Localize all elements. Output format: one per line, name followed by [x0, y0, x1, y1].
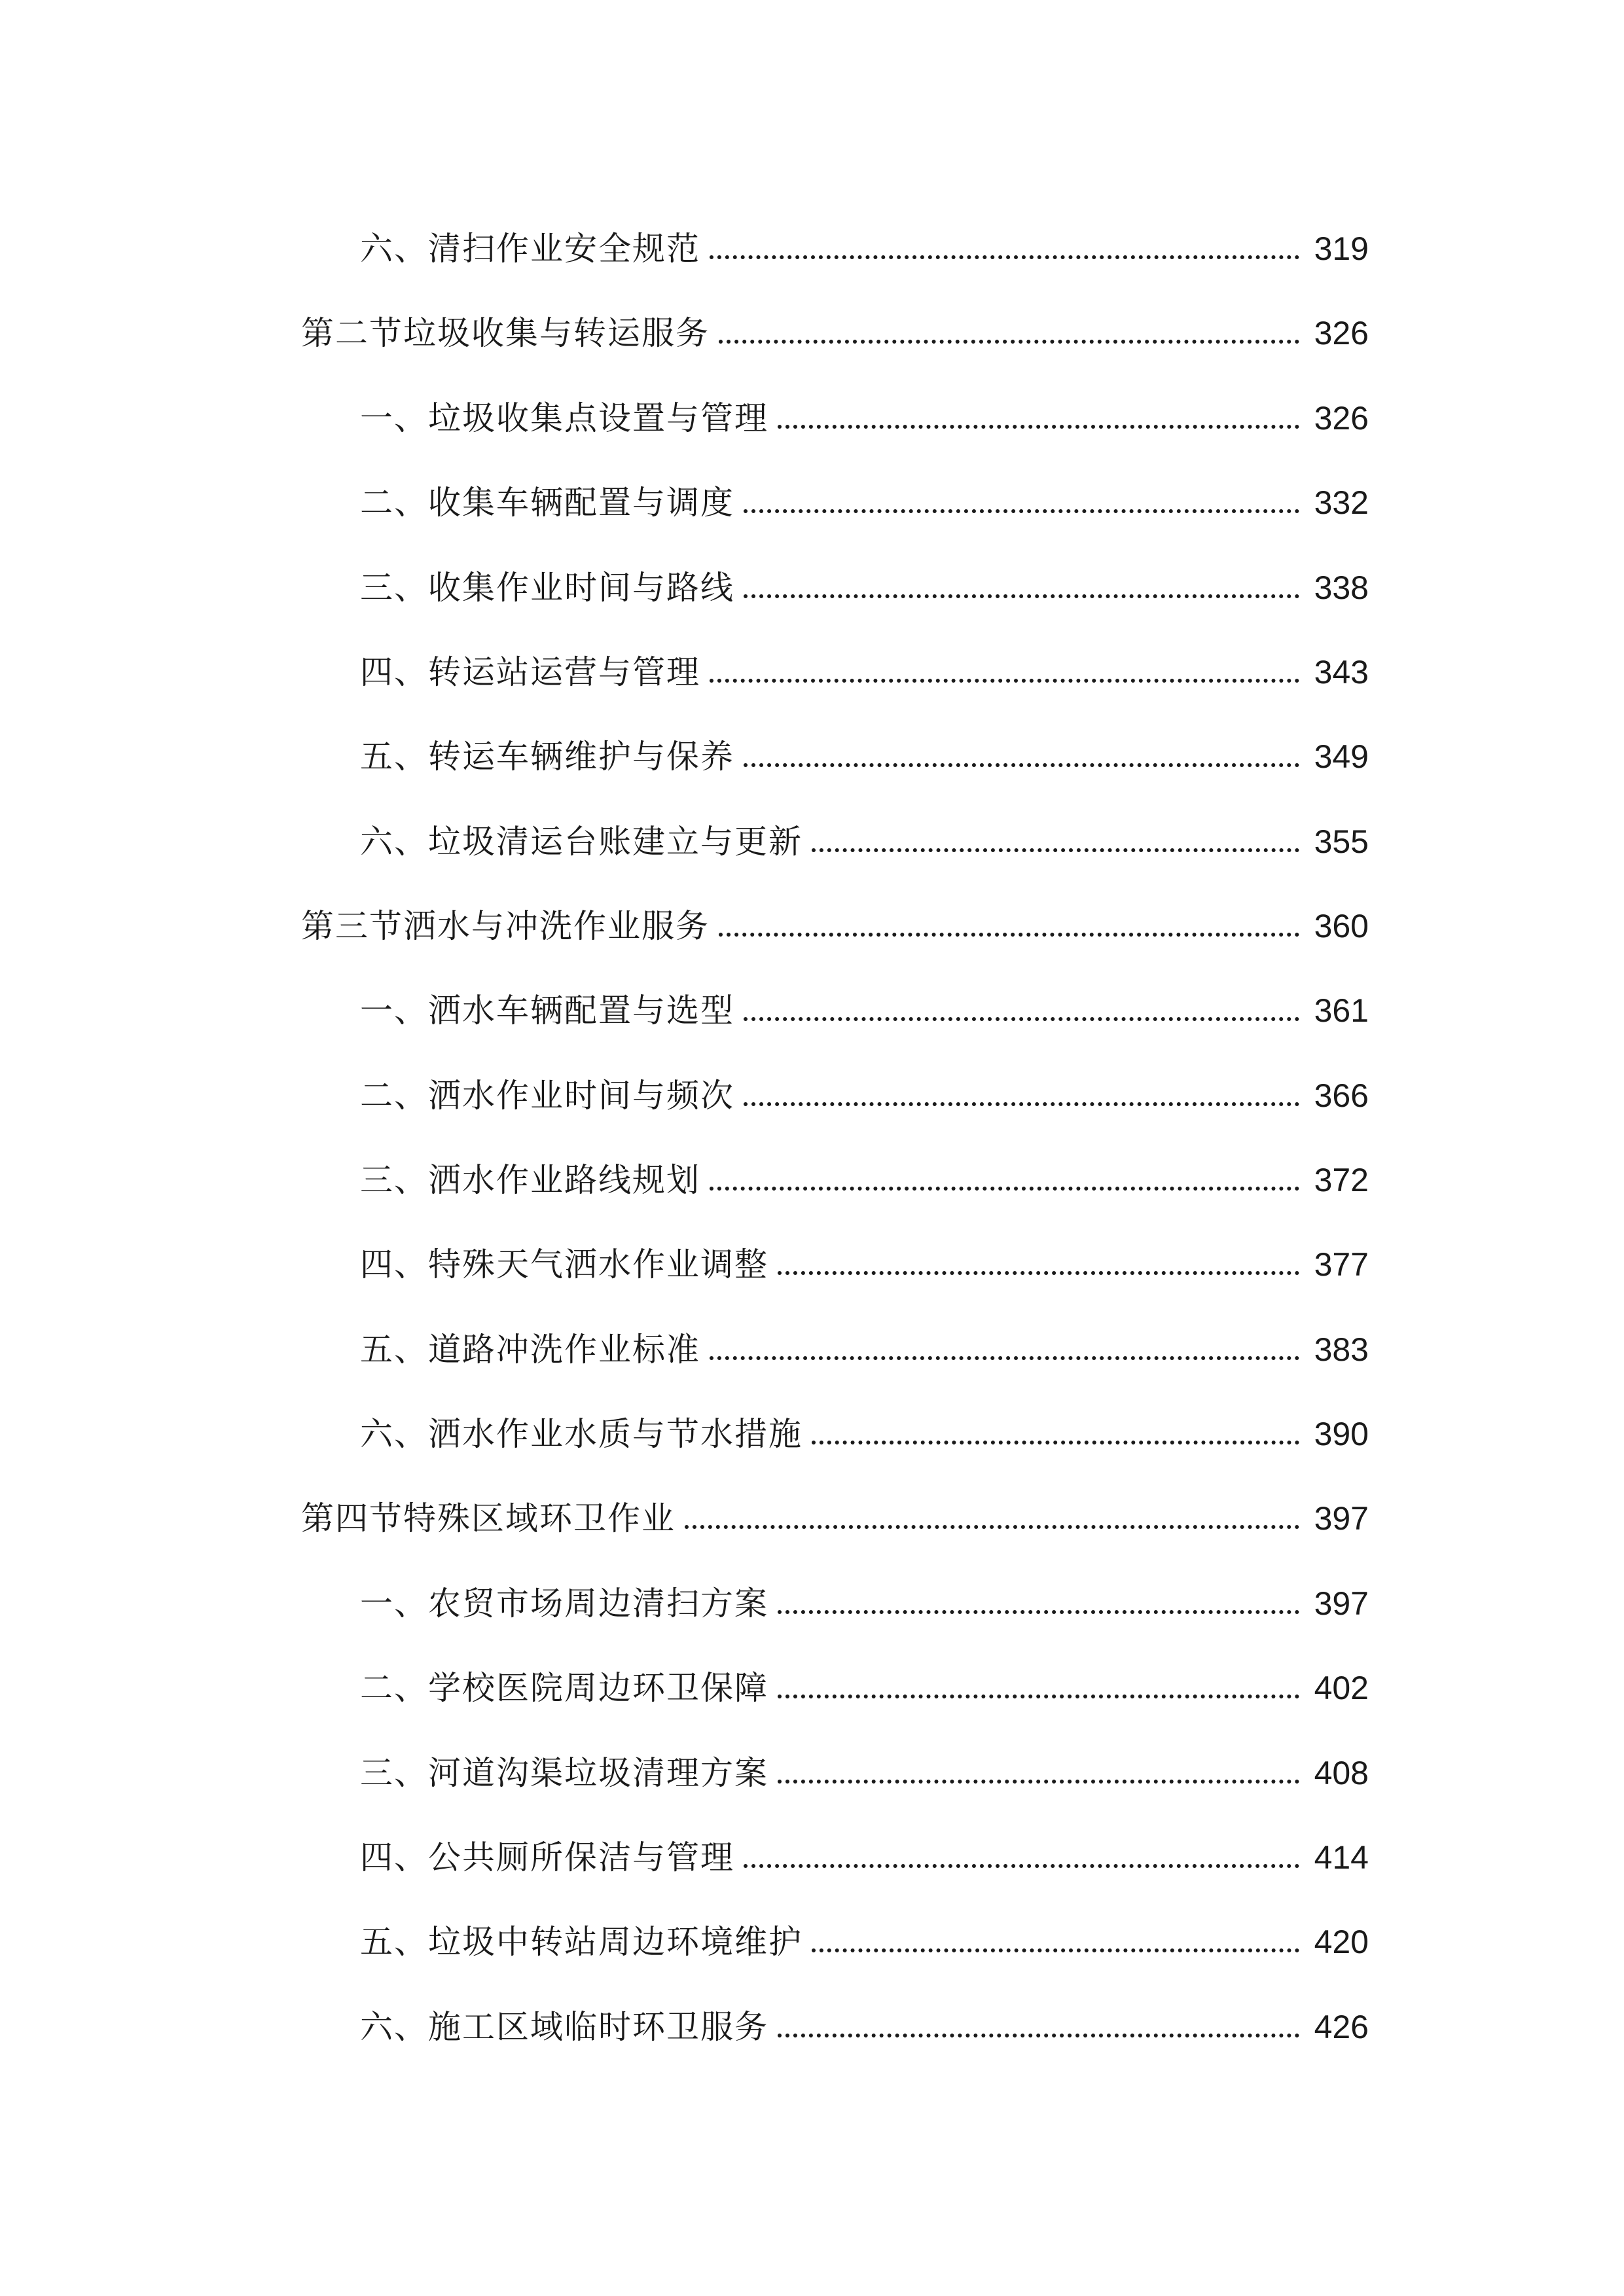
toc-entry-title: 六、清扫作业安全规范	[360, 230, 700, 268]
toc-entry-page: 338	[1314, 569, 1369, 606]
toc-entry-title: 一、洒水车辆配置与选型	[360, 992, 734, 1030]
toc-entry-page: 360	[1314, 908, 1369, 944]
toc-entry-page: 426	[1314, 2009, 1369, 2045]
toc-entry-page: 366	[1314, 1077, 1369, 1114]
toc-entry-title: 三、收集作业时间与路线	[360, 569, 734, 607]
dot-leader	[744, 594, 1299, 598]
dot-leader	[710, 1187, 1299, 1191]
toc-entry-title: 四、公共厕所保洁与管理	[360, 1839, 734, 1876]
toc-entry-page: 408	[1314, 1755, 1369, 1791]
toc-entry[interactable]	[360, 1649, 1369, 1708]
toc-entry[interactable]	[360, 1141, 1369, 1200]
toc-entry-title: 一、农贸市场周边清扫方案	[360, 1585, 768, 1623]
toc-entry[interactable]	[360, 1734, 1369, 1793]
toc-section-entry[interactable]	[301, 294, 1369, 353]
toc-entry-page: 397	[1314, 1585, 1369, 1622]
dot-leader	[778, 1610, 1299, 1614]
toc-entry-page: 332	[1314, 484, 1369, 521]
toc-entry-title: 三、河道沟渠垃圾清理方案	[360, 1754, 768, 1792]
toc-entry-title: 三、洒水作业路线规划	[360, 1161, 700, 1199]
toc-entry[interactable]	[360, 1903, 1369, 1962]
dot-leader	[685, 1525, 1299, 1529]
toc-entry-page: 349	[1314, 738, 1369, 775]
dot-leader	[710, 1356, 1299, 1360]
toc-entry[interactable]	[360, 463, 1369, 522]
toc-entry[interactable]	[360, 1564, 1369, 1623]
dot-leader	[744, 1017, 1299, 1021]
toc-entry[interactable]	[360, 379, 1369, 438]
toc-entry[interactable]	[360, 717, 1369, 776]
toc-entry-title: 四、转运站运营与管理	[360, 653, 700, 691]
toc-entry-page: 383	[1314, 1331, 1369, 1368]
toc-entry[interactable]	[360, 1818, 1369, 1877]
toc-entry-title: 五、道路冲洗作业标准	[360, 1331, 700, 1369]
dot-leader	[778, 2034, 1299, 2037]
toc-entry-page: 343	[1314, 654, 1369, 691]
toc-entry-title: 四、特殊天气洒水作业调整	[360, 1246, 768, 1283]
toc-entry[interactable]	[360, 1395, 1369, 1454]
toc-entry-title: 二、收集车辆配置与调度	[360, 484, 734, 522]
toc-entry-page: 361	[1314, 992, 1369, 1029]
toc-entry[interactable]	[360, 1988, 1369, 2047]
toc-entry[interactable]	[360, 1225, 1369, 1284]
dot-leader	[719, 933, 1299, 937]
dot-leader	[719, 340, 1299, 344]
toc-entry-title: 六、垃圾清运台账建立与更新	[360, 823, 803, 861]
toc-entry[interactable]	[360, 802, 1369, 861]
toc-entry-title: 第二节垃圾收集与转运服务	[301, 314, 710, 352]
toc-entry-title: 第四节特殊区域环卫作业	[301, 1499, 676, 1537]
dot-leader	[778, 425, 1299, 429]
toc-entry-page: 390	[1314, 1416, 1369, 1452]
toc-entry-title: 二、学校医院周边环卫保障	[360, 1669, 768, 1707]
dot-leader	[710, 679, 1299, 683]
toc-entry[interactable]	[360, 633, 1369, 692]
toc-entry-page: 319	[1314, 230, 1369, 267]
toc-entry-title: 五、垃圾中转站周边环境维护	[360, 1923, 803, 1961]
toc-entry[interactable]	[360, 971, 1369, 1030]
toc-entry-title: 六、洒水作业水质与节水措施	[360, 1415, 803, 1453]
dot-leader	[710, 255, 1299, 259]
toc-entry-page: 414	[1314, 1839, 1369, 1876]
toc-entry-page: 372	[1314, 1162, 1369, 1198]
dot-leader	[778, 1695, 1299, 1698]
toc-entry-title: 一、垃圾收集点设置与管理	[360, 399, 768, 437]
toc-entry-page: 397	[1314, 1500, 1369, 1537]
toc-entry-page: 402	[1314, 1670, 1369, 1706]
toc-section-entry[interactable]	[301, 887, 1369, 946]
toc-entry-title: 二、洒水作业时间与频次	[360, 1077, 734, 1115]
toc-entry-page: 420	[1314, 1924, 1369, 1960]
toc-entry-title: 六、施工区域临时环卫服务	[360, 2008, 768, 2046]
toc-entry[interactable]	[360, 1310, 1369, 1369]
dot-leader	[812, 1441, 1299, 1444]
toc-entry[interactable]	[360, 548, 1369, 607]
dot-leader	[812, 848, 1299, 852]
dot-leader	[812, 1948, 1299, 1952]
toc-entry-page: 326	[1314, 315, 1369, 351]
toc-entry-page: 377	[1314, 1246, 1369, 1283]
toc-entry-title: 第三节洒水与冲洗作业服务	[301, 907, 710, 945]
toc-entry-page: 326	[1314, 400, 1369, 437]
dot-leader	[744, 1864, 1299, 1868]
dot-leader	[744, 763, 1299, 767]
toc-section-entry[interactable]	[301, 1479, 1369, 1538]
dot-leader	[778, 1780, 1299, 1784]
toc-entry[interactable]	[360, 209, 1369, 268]
toc-entry-page: 355	[1314, 823, 1369, 860]
toc-entry[interactable]	[360, 1056, 1369, 1115]
dot-leader	[744, 509, 1299, 513]
dot-leader	[744, 1102, 1299, 1106]
toc-entry-title: 五、转运车辆维护与保养	[360, 738, 734, 776]
dot-leader	[778, 1271, 1299, 1275]
